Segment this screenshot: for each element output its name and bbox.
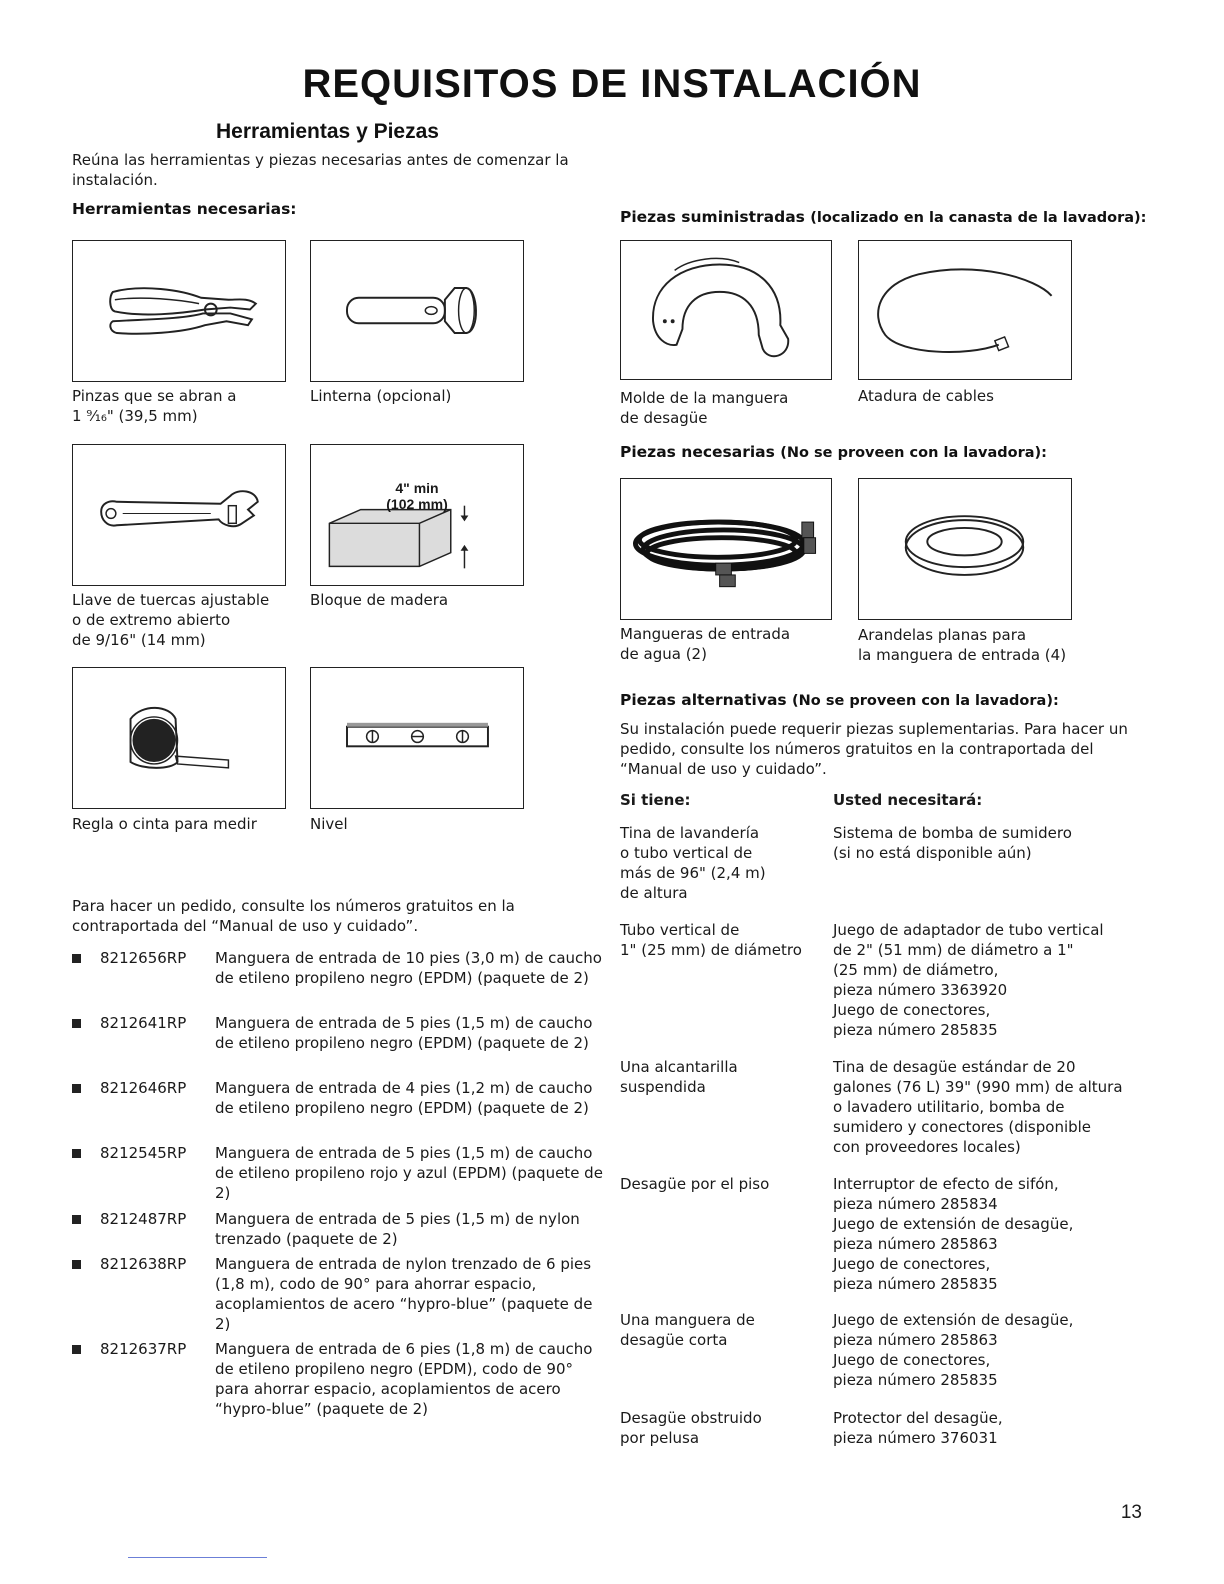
pliers-icon [73,241,284,380]
page-number: 13 [1120,1502,1142,1523]
flat-washer-caption: Arandelas planas para la manguera de entrada (4) [858,626,1067,664]
wrench-caption: Llave de tuercas ajustable o de extremo abierto de 9/16" (14 mm) [72,591,270,649]
part-description: Manguera de entrada de 5 pies (1,5 m) de caucho de etileno propileno rojo y azul (EPDM) (paquete de 2) [215,1144,603,1202]
inlet-hoses-caption: Mangueras de entrada de agua (2) [620,625,791,663]
flat-washer-box [858,478,1072,620]
wood-block-dimension: 4" min (102 mm) [386,480,448,512]
bullet-icon [72,1149,81,1158]
bullet-icon [72,1019,81,1028]
table-cell-need: Sistema de bomba de sumidero (si no está disponible aún) [833,824,1072,862]
footer-rule [128,1557,267,1558]
table-cell-if: Desagüe obstruido por pelusa [620,1409,762,1447]
wood-block-caption: Bloque de madera [310,591,449,609]
part-code: 8212641RP [100,1014,187,1032]
table-cell-need: Tina de desagüe estándar de 20 galones (76 L) 39" (990 mm) de altura o lavadero utilitario, bomba de sumidero y conectores (disponible con proveedores locales) [833,1058,1123,1156]
col-header-if: Si tiene: [620,791,691,809]
part-code: 8212646RP [100,1079,187,1097]
wrench-icon [73,445,284,584]
section-subtitle: Herramientas y Piezas [216,120,439,143]
part-code: 8212545RP [100,1144,187,1162]
part-description: Manguera de entrada de 10 pies (3,0 m) de caucho de etileno propileno negro (EPDM) (paquete de 2) [215,949,602,987]
level-box [310,667,524,809]
inlet-hoses-box [620,478,832,620]
part-description: Manguera de entrada de nylon trenzado de 6 pies (1,8 m), codo de 90° para ahorrar espacio, acoplamientos de acero “hypro-blue” (paquete de 2) [215,1255,593,1333]
level-caption: Nivel [310,815,348,833]
col-header-need: Usted necesitará: [833,791,983,809]
table-cell-need: Juego de adaptador de tubo vertical de 2" (51 mm) de diámetro a 1" (25 mm) de diámetro, pieza número 3363920 Juego de conectores, pieza número 285835 [833,921,1104,1039]
flat-washer-icon [859,479,1070,618]
table-cell-if: Una alcantarilla suspendida [620,1058,738,1096]
supplied-heading: Piezas suministradas (localizado en la canasta de la lavadora): [620,208,1147,226]
table-cell-need: Interruptor de efecto de sifón, pieza número 285834 Juego de extensión de desagüe, pieza número 285863 Juego de conectores, pieza número 285835 [833,1175,1074,1293]
wood-block-icon [311,445,522,584]
pliers-box [72,240,286,382]
pliers-caption: Pinzas que se abran a 1 ⁹⁄₁₆" (39,5 mm) [72,387,237,425]
bullet-icon [72,1345,81,1354]
drain-hose-form-box [620,240,832,380]
intro-text: Reúna las herramientas y piezas necesarias antes de comenzar la instalación. [72,151,569,189]
table-cell-if: Desagüe por el piso [620,1175,770,1193]
wood-block-box [310,444,524,586]
table-cell-if: Tina de lavandería o tubo vertical de más de 96" (2,4 m) de altura [620,824,766,902]
tape-measure-icon [73,668,284,807]
drain-hose-form-caption: Molde de la manguera de desagüe [620,389,789,427]
table-cell-need: Juego de extensión de desagüe, pieza número 285863 Juego de conectores, pieza número 285835 [833,1311,1074,1389]
table-cell-if: Una manguera de desagüe corta [620,1311,755,1349]
table-cell-if: Tubo vertical de 1" (25 mm) de diámetro [620,921,802,959]
table-cell-need: Protector del desagüe, pieza número 376031 [833,1409,1003,1447]
bullet-icon [72,1084,81,1093]
alternate-heading: Piezas alternativas (No se proveen con la lavadora): [620,691,1059,709]
flashlight-caption: Linterna (opcional) [310,387,452,405]
tools-heading: Herramientas necesarias: [72,200,297,218]
required-heading: Piezas necesarias (No se proveen con la lavadora): [620,443,1047,461]
bullet-icon [72,1260,81,1269]
part-code: 8212638RP [100,1255,187,1273]
part-description: Manguera de entrada de 5 pies (1,5 m) de caucho de etileno propileno negro (EPDM) (paquete de 2) [215,1014,593,1052]
cable-tie-caption: Atadura de cables [858,387,994,405]
flashlight-icon [311,241,522,380]
part-description: Manguera de entrada de 5 pies (1,5 m) de nylon trenzado (paquete de 2) [215,1210,580,1248]
page-title: REQUISITOS DE INSTALACIÓN [302,62,922,106]
bullet-icon [72,954,81,963]
part-description: Manguera de entrada de 6 pies (1,8 m) de caucho de etileno propileno negro (EPDM), codo de 90° para ahorrar espacio, acoplamientos de acero “hypro-blue” (paquete de 2) [215,1340,593,1418]
part-description: Manguera de entrada de 4 pies (1,2 m) de caucho de etileno propileno negro (EPDM) (paquete de 2) [215,1079,593,1117]
bullet-icon [72,1215,81,1224]
part-code: 8212487RP [100,1210,187,1228]
drain-hose-form-icon [621,241,830,378]
alternate-intro: Su instalación puede requerir piezas suplementarias. Para hacer un pedido, consulte los números gratuitos en la contraportada del “Manual de uso y cuidado”. [620,720,1128,778]
cable-tie-icon [859,241,1070,378]
ordering-note: Para hacer un pedido, consulte los números gratuitos en la contraportada del “Manual de uso y cuidado”. [72,897,515,935]
part-code: 8212656RP [100,949,187,967]
tape-measure-box [72,667,286,809]
level-icon [311,668,522,807]
inlet-hoses-icon [621,479,830,618]
cable-tie-box [858,240,1072,380]
tape-measure-caption: Regla o cinta para medir [72,815,257,833]
wrench-box [72,444,286,586]
flashlight-box [310,240,524,382]
part-code: 8212637RP [100,1340,187,1358]
